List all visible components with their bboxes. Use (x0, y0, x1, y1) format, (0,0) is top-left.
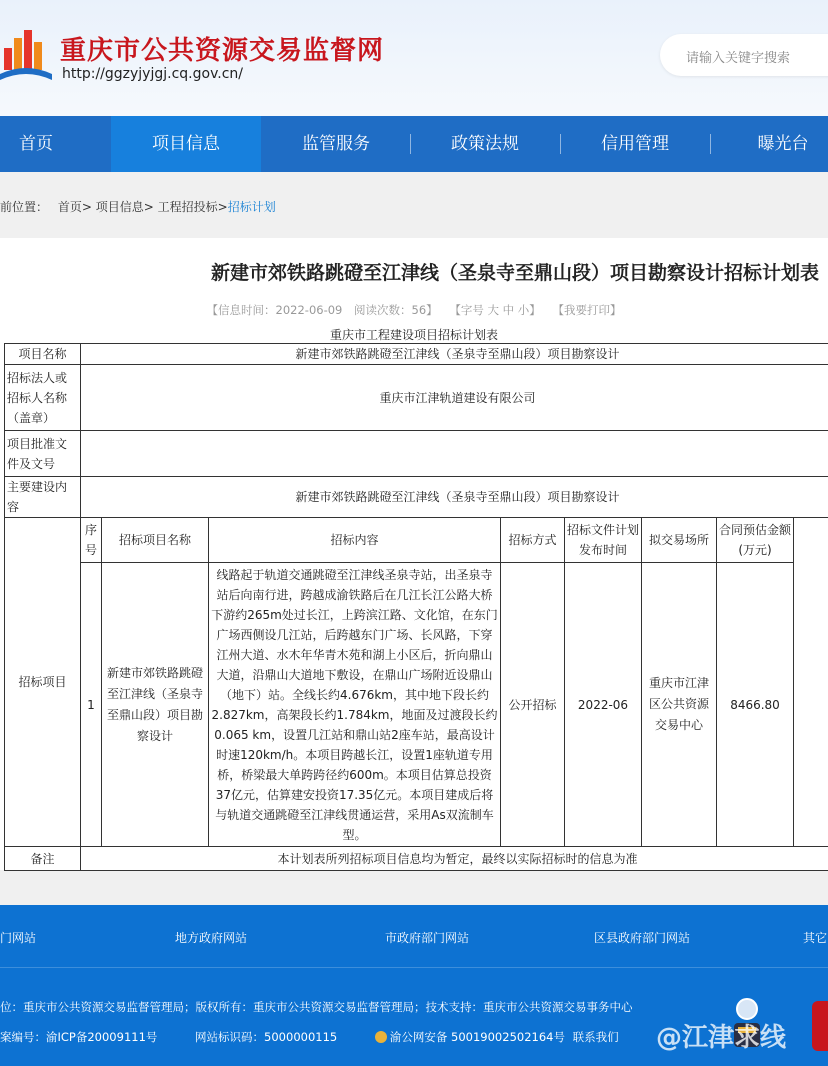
cell-time: 2022-06 (565, 563, 642, 847)
footer-sponsor: 位：重庆市公共资源交易监督管理局；版权所有：重庆市公共资源交易监督管理局；技术支持：重庆市公共资源交易事务中心 (0, 1000, 633, 1014)
nav-divider (710, 134, 711, 154)
breadcrumb-home[interactable]: 首页> (57, 200, 92, 214)
page-title: 新建市郊铁路跳磴至江津线（圣泉寺至鼎山段）项目勘察设计招标计划表 (210, 262, 819, 284)
police-icon (375, 1031, 387, 1043)
breadcrumb-project-info[interactable]: 项目信息> (95, 200, 154, 214)
breadcrumb (0, 198, 276, 215)
article-meta (0, 302, 828, 318)
cell-seq: 1 (81, 563, 102, 847)
label-project-name: 项目名称 (5, 344, 81, 365)
footer-link-other[interactable]: 其它 (803, 931, 828, 945)
footer-link-dept[interactable]: 门网站 (0, 931, 37, 945)
site-code: 网站标识码：5000000115 (195, 1030, 338, 1044)
search-input[interactable] (660, 34, 828, 76)
watermark: @江津求线 (656, 1023, 787, 1053)
police-record[interactable]: 渝公网安备 50019002502164号 (389, 1030, 565, 1044)
label-approval: 项目批准文件及文号 (5, 431, 81, 477)
table-extra-cell (794, 518, 828, 847)
label-main-content: 主要建设内容 (5, 477, 81, 518)
breadcrumb-current[interactable]: 招标计划 (227, 200, 276, 214)
content-panel (0, 238, 828, 870)
value-note: 本计划表所列招标项目信息均为暂定，最终以实际招标时的信息为准 (81, 847, 828, 871)
breadcrumb-prefix: 前位置： (0, 200, 49, 214)
header-time: 招标文件计划发布时间 (565, 518, 642, 563)
label-bid-item: 招标项目 (5, 518, 81, 847)
contact-link[interactable]: 联系我们 (572, 1030, 619, 1044)
logo-icon[interactable] (0, 22, 52, 84)
icp-number[interactable]: 案编号：渝ICP备20009111号 (0, 1030, 158, 1044)
footer-link-district[interactable]: 区县政府部门网站 (594, 931, 691, 945)
footer-link-city-dept[interactable]: 市政府部门网站 (385, 931, 470, 945)
main-nav (0, 116, 828, 172)
breadcrumb-engineering[interactable]: 工程招投标> (157, 200, 228, 214)
table-caption: 重庆市工程建设项目招标计划表 (329, 328, 498, 342)
nav-item-policy[interactable]: 政策法规 (451, 134, 519, 154)
cell-method: 公开招标 (501, 563, 565, 847)
header-amount: 合同预估金额(万元) (717, 518, 794, 563)
footer-registration (0, 1029, 619, 1045)
cell-venue: 重庆市江津区公共资源交易中心 (642, 563, 717, 847)
font-size-control[interactable]: 【字号 大 中 小】 (449, 303, 541, 317)
header-venue: 拟交易场所 (642, 518, 717, 563)
value-owner: 重庆市江津轨道建设有限公司 (81, 365, 828, 431)
header-name: 招标项目名称 (102, 518, 209, 563)
nav-item-project-info[interactable]: 项目信息 (111, 116, 261, 172)
plan-table (4, 343, 828, 871)
header-seq: 序号 (81, 518, 102, 563)
value-main-content: 新建市郊铁路跳磴至江津线（圣泉寺至鼎山段）项目勘察设计 (81, 477, 828, 518)
label-note: 备注 (5, 847, 81, 871)
site-header (0, 0, 828, 116)
header-content: 招标内容 (209, 518, 501, 563)
site-url: http://ggzyjyjgj.cq.gov.cn/ (62, 66, 244, 82)
footer-divider (0, 967, 828, 968)
value-project-name: 新建市郊铁路跳磴至江津线（圣泉寺至鼎山段）项目勘察设计 (81, 344, 828, 365)
cell-amount: 8466.80 (717, 563, 794, 847)
site-name[interactable]: 重庆市公共资源交易监督网 (60, 36, 385, 66)
cell-name: 新建市郊铁路跳磴至江津线（圣泉寺至鼎山段）项目勘察设计 (102, 563, 209, 847)
value-approval (81, 431, 828, 477)
nav-item-exposure[interactable]: 曝光台 (757, 134, 809, 154)
meta-reads: 阅读次数：56】 (354, 303, 438, 317)
nav-item-home[interactable]: 首页 (19, 134, 53, 154)
label-owner: 招标法人或招标人名称（盖章） (5, 365, 81, 431)
footer-link-local-gov[interactable]: 地方政府网站 (175, 931, 248, 945)
nav-item-credit[interactable]: 信用管理 (601, 134, 669, 154)
header-method: 招标方式 (501, 518, 565, 563)
print-link[interactable]: 【我要打印】 (552, 303, 622, 317)
meta-time: 【信息时间：2022-06-09 (206, 303, 343, 317)
red-badge-icon[interactable] (812, 1001, 828, 1051)
cell-content: 线路起于轨道交通跳磴至江津线圣泉寺站，出圣泉寺站后向南行进，跨越成渝铁路后在几江长江公路大桥下游约265m处过长江，上跨滨江路、文化馆，在东门广场西侧设几江站，后跨越东门广场、长风路，下穿江州大道、水木年华青木苑和湖上小区后，折向鼎山大道，沿鼎山大道地下敷设，在鼎山广场附近设鼎山（地下）站。全线长约4.676km，其中地下段长约2.827km，高架段长约1.784km，地面及过渡段长约0.065 km，设置几江站和鼎山站2座车站，最高设计时速120km/h。本项目跨越长江，设置1座轨道专用桥，桥梁最大单跨跨径约600m。本项目估算总投资37亿元，估算建安投资17.35亿元。本项目建成后将与轨道交通跳磴至江津线贯通运营，采用As双流制车型。 (209, 563, 501, 847)
search-placeholder: 请输入关键字搜索 (686, 51, 791, 66)
nav-item-supervision[interactable]: 监管服务 (302, 134, 370, 154)
site-footer (0, 905, 828, 1066)
